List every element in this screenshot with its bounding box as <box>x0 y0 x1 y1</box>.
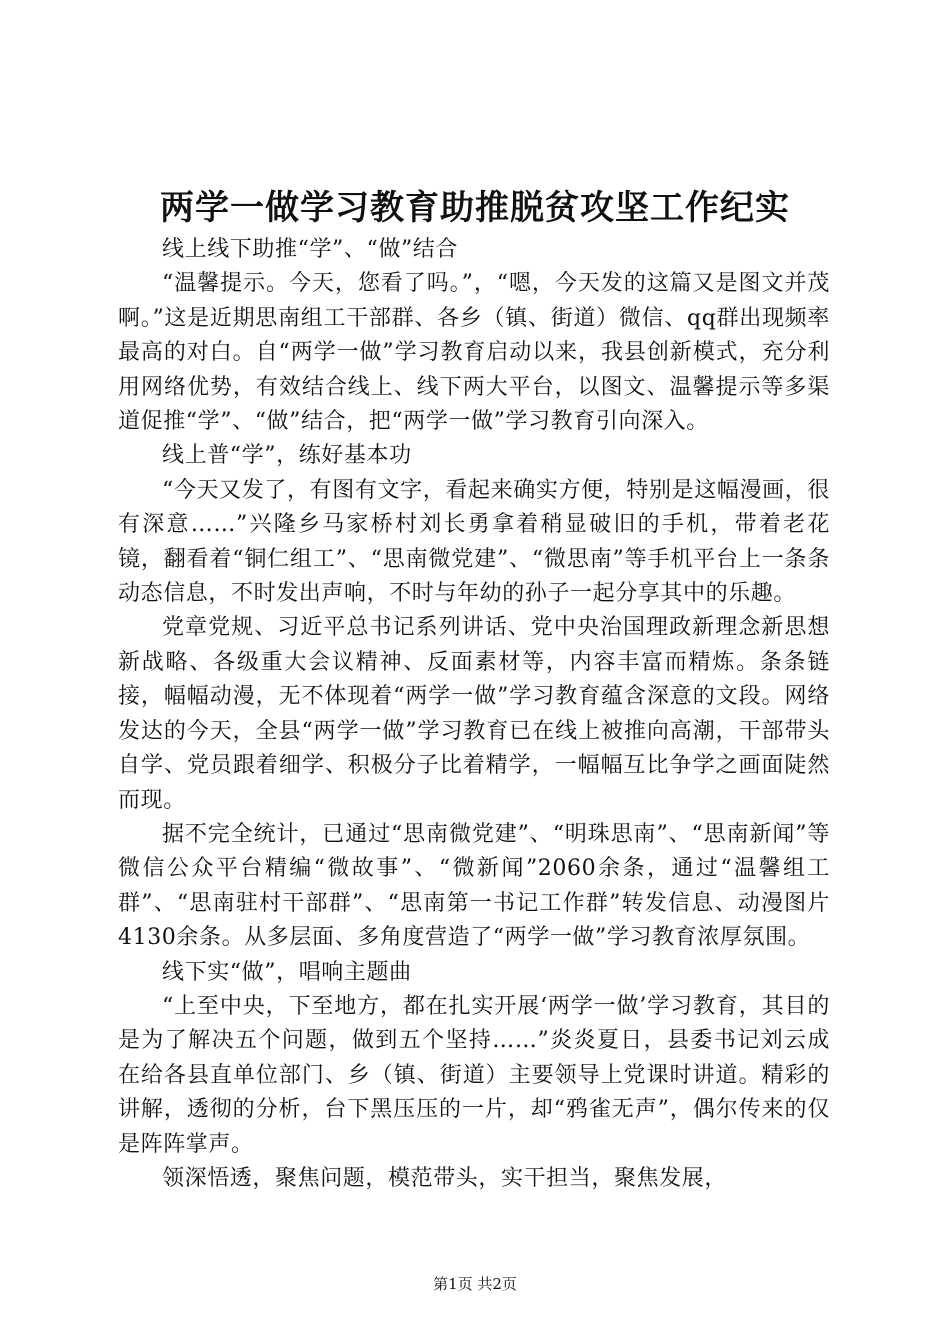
section-heading: 线下实“做”，唱响主题曲 <box>162 959 412 985</box>
section-heading: 线上线下助推“学”、“做”结合 <box>162 237 458 262</box>
body-paragraph: “今天又发了，有图有文字，看起来确实方便，特别是这幅漫画，很有深意……”兴隆乡马家桥村刘长勇拿着稍显破旧的手机，带着老花镜，翻看着“铜仁组工”、“思南微党建”、“微思南”等手机平台上一条条动态信息，不时发出声响，不时与年幼的孙子一起分享其中的乐趣。 <box>118 477 830 607</box>
body-paragraph: 党章党规、习近平总书记系列讲话、党中央治国理政新理念新思想新战略、各级重大会议精神、反面素材等，内容丰富而精炼。条条链接，幅幅动漫，无不体现着“两学一做”学习教育蕴含深意的文段。网络发达的今天，全县“两学一做”学习教育已在线上被推向高潮，干部带头自学、党员跟着细学、积极分子比着精学，一幅幅互比争学之画面陡然而现。 <box>118 615 830 813</box>
body-paragraph: “上至中央，下至地方，都在扎实开展‘两学一做’学习教育，其目的是为了解决五个问题，做到五个坚持……”炎炎夏日，县委书记刘云成在给各县直单位部门、乡（镇、街道）主要领导上党课时讲道。精彩的讲解，透彻的分析，台下黑压压的一片，却“鸦雀无声”，偶尔传来的仅是阵阵掌声。 <box>118 993 830 1157</box>
section-heading: 线上普“学”，练好基本功 <box>162 443 412 469</box>
body-paragraph: 领深悟透，聚焦问题，模范带头，实干担当，聚焦发展， <box>162 1165 728 1191</box>
body-paragraph: 据不完全统计，已通过“思南微党建”、“明珠思南”、“思南新闻”等微信公众平台精编“微故事”、“微新闻”2060余条，通过“温馨组工群”、“思南驻村干部群”、“思南第一书记工作群”转发信息、动漫图片4130余条。从多层面、多角度营造了“两学一做”学习教育浓厚氛围。 <box>118 821 830 951</box>
body-paragraph: “温馨提示。今天，您看了吗。”，“嗯，今天发的这篇又是图文并茂啊。”这是近期思南组工干部群、各乡（镇、街道）微信、qq群出现频率最高的对白。自“两学一做”学习教育启动以来，我县创新模式，充分利用网络优势，有效结合线上、线下两大平台，以图文、温馨提示等多渠道促推“学”、“做”结合，把“两学一做”学习教育引向深入。 <box>118 271 830 435</box>
document-title: 两学一做学习教育助推脱贫攻坚工作纪实 <box>160 188 790 228</box>
document-body <box>118 233 830 1196</box>
page-number-footer: 第1页 共2页 <box>433 1275 517 1293</box>
